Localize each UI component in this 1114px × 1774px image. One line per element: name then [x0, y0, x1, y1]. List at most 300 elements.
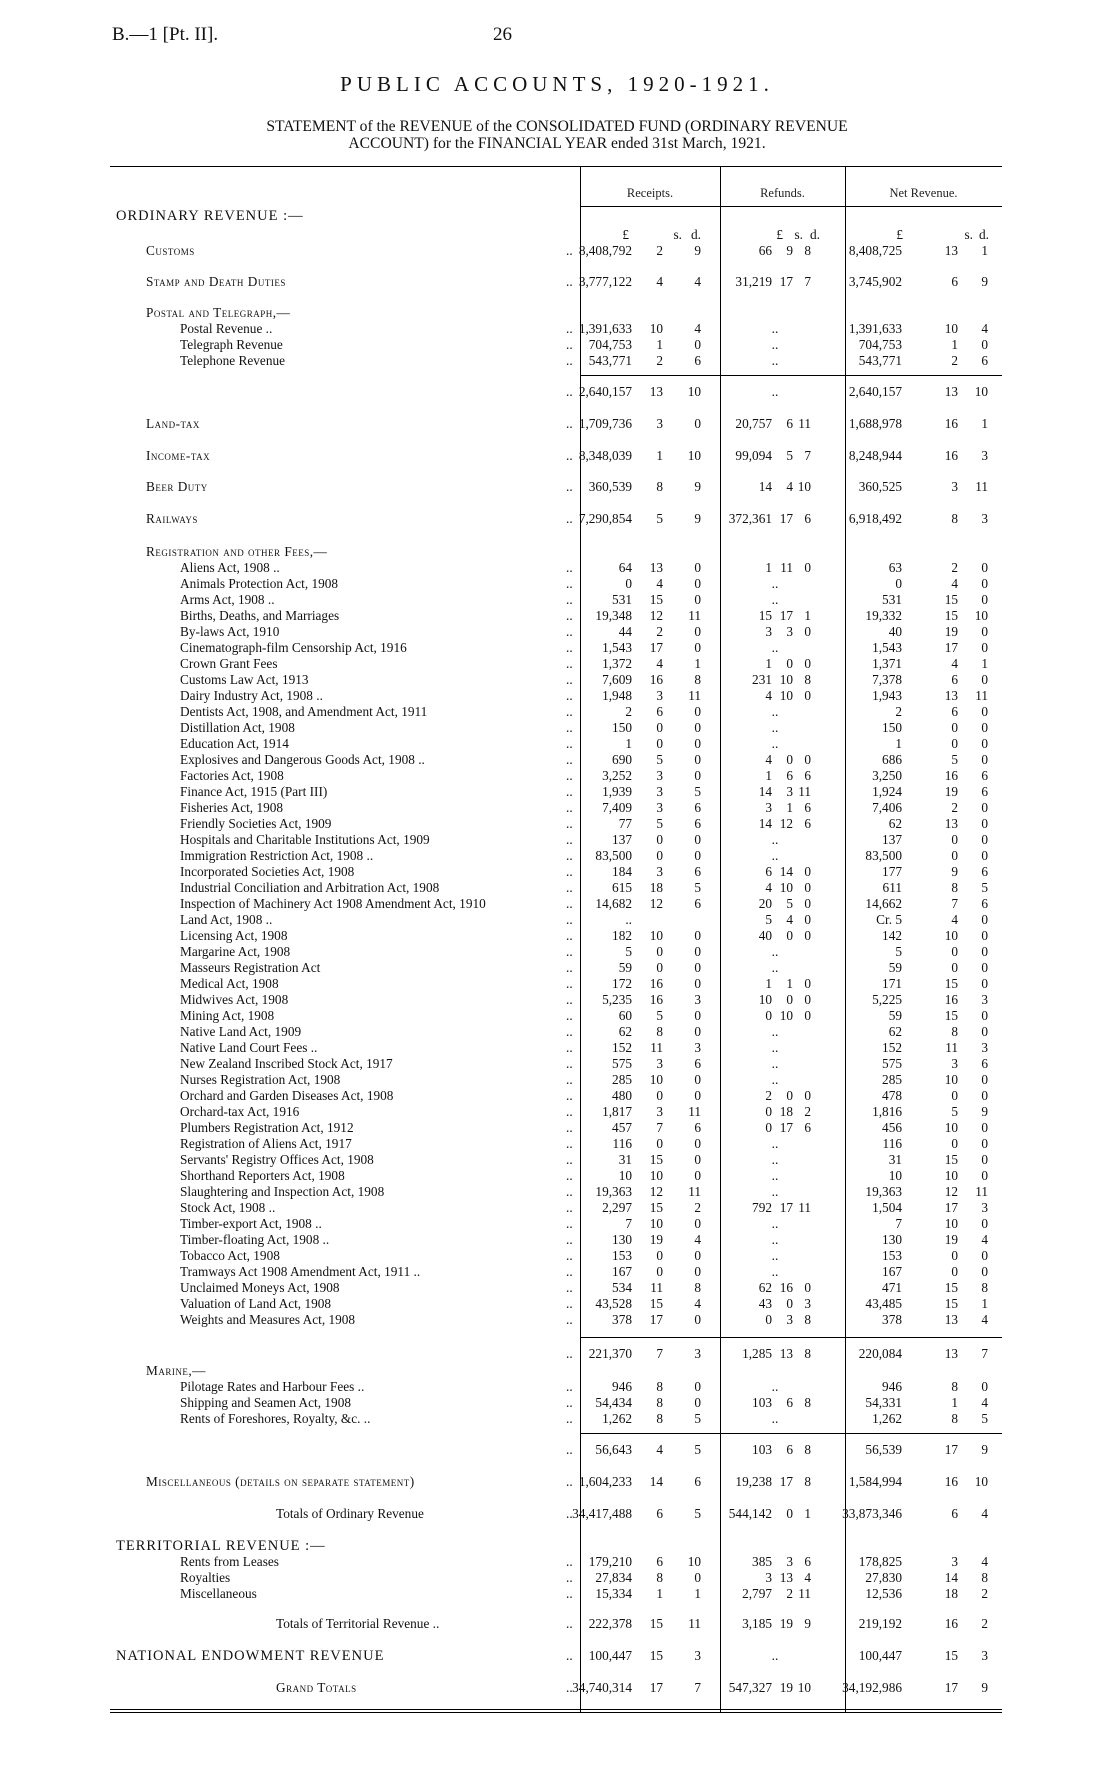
net-revenue-pence: 3	[981, 511, 988, 526]
row-label: Native Land Act, 1909	[180, 1024, 302, 1039]
net-revenue-pence: 3	[981, 1040, 988, 1055]
receipts-shillings: 1	[656, 337, 663, 352]
refunds-pence: 8	[804, 1474, 811, 1489]
net-revenue-pounds: 219,192	[858, 1616, 902, 1631]
table-row	[0, 913, 1114, 927]
net-revenue-pounds: 7,406	[872, 800, 902, 815]
receipts-pence: 2	[694, 1200, 701, 1215]
refunds-pence: 7	[804, 448, 811, 463]
receipts-shillings: 8	[656, 1024, 663, 1039]
units-row	[0, 228, 1114, 242]
net-revenue-shillings: 11	[945, 1040, 958, 1055]
net-pound-unit: £	[896, 227, 903, 242]
row-label: Hospitals and Charitable Institutions Act, 1909	[180, 832, 430, 847]
table-row	[0, 1201, 1114, 1215]
receipts-pence: 0	[694, 832, 701, 847]
row-label: Incorporated Societies Act, 1908	[180, 864, 355, 879]
receipts-shillings: 16	[649, 992, 663, 1007]
receipts-shillings: 6	[656, 1506, 663, 1521]
refunds-shillings: 17	[779, 274, 793, 289]
leader-dots: ..	[566, 1379, 573, 1394]
receipts-pounds: 31	[618, 1152, 632, 1167]
leader-dots: ..	[566, 1570, 573, 1585]
net-revenue-pounds: 19,332	[865, 608, 902, 623]
receipts-pounds: 1,372	[602, 656, 632, 671]
table-row	[0, 512, 1114, 526]
row-label: Slaughtering and Inspection Act, 1908	[180, 1184, 385, 1199]
receipts-shillings: 3	[656, 800, 663, 815]
receipts-pence: 4	[694, 274, 701, 289]
receipts-pence: 6	[694, 1474, 701, 1489]
receipts-pence: 1	[694, 656, 701, 671]
refunds-pence: 0	[804, 912, 811, 927]
row-label: Explosives and Dangerous Goods Act, 1908 ..	[180, 752, 425, 767]
net-revenue-pounds: 1,371	[872, 656, 902, 671]
leader-dots: ..	[566, 928, 573, 943]
net-revenue-pounds: 40	[888, 624, 902, 639]
net-revenue-pence: 10	[974, 384, 988, 399]
net-revenue-pounds: 8,408,725	[848, 243, 902, 258]
row-label: Plumbers Registration Act, 1912	[180, 1120, 354, 1135]
refunds-shillings: 9	[786, 243, 793, 258]
leader-dots: ..	[566, 353, 573, 368]
row-label: Royalties	[180, 1570, 231, 1585]
leader-dots: ..	[566, 624, 573, 639]
table-row	[0, 1041, 1114, 1055]
receipts-pounds: 179,210	[588, 1554, 632, 1569]
leader-dots: ..	[566, 1024, 573, 1039]
receipts-shillings: 15	[649, 1200, 663, 1215]
receipts-column-header: Receipts.	[626, 186, 674, 200]
table-row	[0, 1412, 1114, 1426]
net-revenue-pence: 5	[981, 1411, 988, 1426]
net-revenue-shillings: 7	[951, 896, 958, 911]
net-revenue-shillings: 3	[951, 479, 958, 494]
net-revenue-pence: 0	[981, 1168, 988, 1183]
table-bottom-rule	[110, 1709, 1002, 1710]
leader-dots: ..	[566, 1232, 573, 1247]
receipts-pence: 0	[694, 960, 701, 975]
net-revenue-pounds: 6,918,492	[848, 511, 902, 526]
refunds-pounds: 15	[758, 608, 772, 623]
row-label: Servants' Registry Offices Act, 1908	[180, 1152, 374, 1167]
column-header-rule	[580, 206, 1002, 207]
refunds-pounds: 1	[765, 560, 772, 575]
leader-dots: ..	[566, 1264, 573, 1279]
net-revenue-pounds: 10	[888, 1168, 902, 1183]
row-label: Customs	[146, 243, 195, 258]
table-row	[0, 354, 1114, 368]
row-label: Income-tax	[146, 448, 211, 463]
receipts-pounds: 360,539	[588, 479, 632, 494]
leader-dots: ..	[566, 1280, 573, 1295]
receipts-shillings: 1	[656, 448, 663, 463]
net-revenue-shillings: 19	[944, 624, 958, 639]
receipts-pence: 0	[694, 768, 701, 783]
refunds-pence: 6	[804, 511, 811, 526]
table-row	[0, 417, 1114, 431]
net-revenue-shillings: 10	[944, 1216, 958, 1231]
net-revenue-pounds: 1,543	[872, 640, 902, 655]
refunds-pounds: 4	[765, 880, 772, 895]
receipts-pounds: 54,434	[595, 1395, 632, 1410]
table-row	[0, 897, 1114, 911]
refunds-pounds: 43	[758, 1296, 772, 1311]
row-label: Tobacco Act, 1908	[180, 1248, 280, 1263]
table-row	[0, 1265, 1114, 1279]
net-revenue-pounds: 1,924	[872, 784, 902, 799]
refunds-shilling-unit: s.	[794, 227, 803, 242]
refunds-value: ..	[771, 960, 779, 975]
refunds-shillings: 0	[786, 656, 793, 671]
receipts-shillings: 16	[649, 976, 663, 991]
receipts-shillings: 13	[649, 384, 663, 399]
leader-dots: ..	[566, 1648, 573, 1663]
net-revenue-pounds: 3,745,902	[848, 274, 902, 289]
receipts-pounds: 5	[625, 944, 632, 959]
receipts-shillings: 10	[649, 1072, 663, 1087]
net-revenue-shillings: 6	[951, 672, 958, 687]
net-revenue-pounds: 62	[888, 1024, 902, 1039]
row-label: Shorthand Reporters Act, 1908	[180, 1168, 345, 1183]
net-revenue-shillings: 0	[951, 1088, 958, 1103]
row-label: Orchard-tax Act, 1916	[180, 1104, 300, 1119]
refunds-pounds: 4	[765, 688, 772, 703]
receipts-shillings: 8	[656, 479, 663, 494]
table-row	[0, 993, 1114, 1007]
receipts-pence: 0	[694, 752, 701, 767]
receipts-pence: 10	[687, 448, 701, 463]
refunds-pounds: 103	[752, 1395, 772, 1410]
receipts-shillings: 2	[656, 353, 663, 368]
refunds-value: ..	[771, 1379, 779, 1394]
net-revenue-shillings: 16	[944, 1616, 958, 1631]
net-revenue-pence: 11	[975, 1184, 988, 1199]
receipts-shillings: 0	[656, 736, 663, 751]
net-revenue-pounds: 456	[882, 1120, 902, 1135]
receipts-pounds: 615	[612, 880, 632, 895]
refunds-pounds: 231	[752, 672, 772, 687]
receipts-pounds: 7,609	[602, 672, 632, 687]
refunds-pence-unit: d.	[810, 227, 820, 242]
receipts-shillings: 5	[656, 511, 663, 526]
leader-dots: ..	[566, 1474, 573, 1489]
refunds-pounds: 0	[765, 1008, 772, 1023]
section-heading-row	[0, 1539, 1114, 1553]
net-revenue-pounds: 1,688,978	[848, 416, 902, 431]
receipts-pounds: 59	[618, 960, 632, 975]
refunds-value: ..	[771, 1264, 779, 1279]
receipts-pence: 0	[694, 704, 701, 719]
table-row	[0, 833, 1114, 847]
leader-dots: ..	[566, 243, 573, 258]
receipts-shillings: 0	[656, 1088, 663, 1103]
refunds-shillings: 17	[779, 608, 793, 623]
receipts-pence: 0	[694, 560, 701, 575]
table-row	[0, 1475, 1114, 1489]
row-label: Licensing Act, 1908	[180, 928, 288, 943]
refunds-pence: 11	[798, 416, 811, 431]
row-label: Railways	[146, 511, 198, 526]
table-row	[0, 1137, 1114, 1151]
net-revenue-pence: 10	[974, 608, 988, 623]
net-revenue-shillings: 6	[951, 1506, 958, 1521]
net-revenue-shillings: 2	[951, 353, 958, 368]
row-label: Postal Revenue ..	[180, 321, 273, 336]
net-revenue-pence: 9	[981, 274, 988, 289]
receipts-pence: 0	[694, 1168, 701, 1183]
receipts-shillings: 0	[656, 960, 663, 975]
net-revenue-shillings: 19	[944, 784, 958, 799]
refunds-pence: 0	[804, 928, 811, 943]
leader-dots: ..	[566, 752, 573, 767]
subtotal-rule	[720, 375, 845, 376]
refunds-value: ..	[771, 1136, 779, 1151]
receipts-pounds: 531	[612, 592, 632, 607]
net-revenue-pence: 3	[981, 1200, 988, 1215]
refunds-pounds: 20	[758, 896, 772, 911]
net-revenue-pence: 1	[981, 656, 988, 671]
receipts-pence: 4	[694, 321, 701, 336]
receipts-pounds: 34,417,488	[572, 1506, 632, 1521]
net-revenue-shillings: 10	[944, 321, 958, 336]
net-revenue-pence: 0	[981, 912, 988, 927]
leader-dots: ..	[566, 1168, 573, 1183]
refunds-pounds: 385	[752, 1554, 772, 1569]
net-revenue-shillings: 15	[944, 976, 958, 991]
receipts-shillings: 15	[649, 592, 663, 607]
row-label: Fisheries Act, 1908	[180, 800, 284, 815]
net-revenue-shillings: 8	[951, 1411, 958, 1426]
net-revenue-pounds: 478	[882, 1088, 902, 1103]
row-label: Registration and other Fees,—	[146, 544, 328, 559]
refunds-shillings: 14	[779, 864, 793, 879]
net-revenue-pounds: 33,873,346	[842, 1506, 902, 1521]
refunds-value: ..	[771, 704, 779, 719]
leader-dots: ..	[566, 384, 573, 399]
net-revenue-shillings: 13	[944, 243, 958, 258]
net-revenue-pence: 2	[981, 1586, 988, 1601]
row-label: By-laws Act, 1910	[180, 624, 280, 639]
refunds-value: ..	[771, 1168, 779, 1183]
refunds-value: ..	[771, 1152, 779, 1167]
row-label: Unclaimed Moneys Act, 1908	[180, 1280, 340, 1295]
receipts-shillings: 5	[656, 752, 663, 767]
net-revenue-pence: 0	[981, 800, 988, 815]
table-row	[0, 721, 1114, 735]
refunds-pounds: 4	[765, 752, 772, 767]
net-revenue-pounds: 611	[882, 880, 902, 895]
refunds-pence: 0	[804, 1008, 811, 1023]
leader-dots: ..	[566, 1008, 573, 1023]
net-revenue-pence: 0	[981, 1120, 988, 1135]
table-top-rule	[110, 166, 1002, 167]
row-label: Factories Act, 1908	[180, 768, 284, 783]
receipts-pounds: 457	[612, 1120, 632, 1135]
net-revenue-shillings: 0	[951, 960, 958, 975]
receipts-pence: 0	[694, 1395, 701, 1410]
row-label: Weights and Measures Act, 1908	[180, 1312, 356, 1327]
receipts-pounds: 34,740,314	[572, 1680, 632, 1695]
row-label: Dairy Industry Act, 1908 ..	[180, 688, 323, 703]
refunds-pound-unit: £	[776, 227, 783, 242]
table-row	[0, 1057, 1114, 1071]
receipts-shillings: 17	[649, 1312, 663, 1327]
net-revenue-shillings: 15	[944, 1152, 958, 1167]
refunds-shillings: 11	[780, 560, 793, 575]
row-label: Arms Act, 1908 ..	[180, 592, 275, 607]
net-revenue-shillings: 0	[951, 944, 958, 959]
refunds-shillings: 1	[786, 800, 793, 815]
table-row	[0, 1105, 1114, 1119]
row-label: Postal and Telegraph,—	[146, 305, 291, 320]
row-label: Industrial Conciliation and Arbitration Act, 1908	[180, 880, 440, 895]
receipts-pounds: 100,447	[588, 1648, 632, 1663]
net-revenue-pounds: 686	[882, 752, 902, 767]
refunds-value: ..	[771, 1072, 779, 1087]
receipts-pence: 6	[694, 800, 701, 815]
refunds-value: ..	[771, 384, 779, 399]
leader-dots: ..	[566, 1442, 573, 1457]
net-revenue-pence: 0	[981, 1248, 988, 1263]
net-revenue-pence: 0	[981, 848, 988, 863]
refunds-pence: 0	[804, 976, 811, 991]
table-row	[0, 275, 1114, 289]
net-revenue-pounds: 1,584,994	[848, 1474, 902, 1489]
net-revenue-pence: 4	[981, 1232, 988, 1247]
receipts-pounds: 704,753	[588, 337, 632, 352]
receipts-shillings: 10	[649, 1168, 663, 1183]
refunds-value: ..	[771, 576, 779, 591]
net-revenue-pounds: 34,192,986	[842, 1680, 902, 1695]
refunds-pounds: 6	[765, 864, 772, 879]
net-revenue-pence: 0	[981, 672, 988, 687]
receipts-pounds: 19,348	[595, 608, 632, 623]
receipts-pounds: 2	[625, 704, 632, 719]
refunds-shillings: 10	[779, 672, 793, 687]
refunds-pence: 2	[804, 1104, 811, 1119]
table-row	[0, 1185, 1114, 1199]
receipts-pounds: 167	[612, 1264, 632, 1279]
receipts-pence: 3	[694, 1648, 701, 1663]
net-revenue-pounds: 1	[895, 736, 902, 751]
receipts-shillings: 3	[656, 784, 663, 799]
row-label: New Zealand Inscribed Stock Act, 1917	[180, 1056, 393, 1071]
net-revenue-shillings: 10	[944, 928, 958, 943]
net-revenue-pence: 2	[981, 1616, 988, 1631]
leader-dots: ..	[566, 816, 573, 831]
table-row	[0, 1121, 1114, 1135]
row-label: Margarine Act, 1908	[180, 944, 291, 959]
net-revenue-shillings: 16	[944, 416, 958, 431]
table-row	[0, 817, 1114, 831]
refunds-pounds: 547,327	[728, 1680, 772, 1695]
refunds-shillings: 5	[786, 896, 793, 911]
subtitle-line-1: STATEMENT of the REVENUE of the CONSOLIDATED FUND (ORDINARY REVENUE	[266, 118, 848, 135]
net-revenue-pounds: 167	[882, 1264, 902, 1279]
refunds-shillings: 4	[786, 479, 793, 494]
refunds-pence: 0	[804, 624, 811, 639]
receipts-pounds: 77	[618, 816, 632, 831]
receipts-pounds: 172	[612, 976, 632, 991]
refunds-pence: 7	[804, 274, 811, 289]
leader-dots: ..	[566, 960, 573, 975]
leader-dots: ..	[566, 864, 573, 879]
net-revenue-pence: 6	[981, 784, 988, 799]
receipts-pounds: 5,235	[602, 992, 632, 1007]
net-revenue-shillings: 19	[944, 1232, 958, 1247]
receipts-shillings: 4	[656, 274, 663, 289]
receipts-pounds: 3,252	[602, 768, 632, 783]
net-revenue-pence: 0	[981, 928, 988, 943]
net-revenue-pence: 1	[981, 243, 988, 258]
refunds-pence: 11	[798, 1586, 811, 1601]
receipts-pence: 0	[694, 928, 701, 943]
receipts-pence: 0	[694, 736, 701, 751]
refunds-value: ..	[771, 832, 779, 847]
net-revenue-shillings: 8	[951, 511, 958, 526]
receipts-pence: 0	[694, 848, 701, 863]
receipts-shillings: 11	[650, 1280, 663, 1295]
receipts-pence: 6	[694, 864, 701, 879]
net-revenue-pence: 1	[981, 1296, 988, 1311]
refunds-shillings: 17	[779, 511, 793, 526]
refunds-value: ..	[771, 640, 779, 655]
refunds-pounds: 544,142	[728, 1506, 772, 1521]
receipts-shillings: 16	[649, 672, 663, 687]
receipts-pence: 5	[694, 880, 701, 895]
net-revenue-pounds: 59	[888, 960, 902, 975]
net-revenue-shillings: 9	[951, 864, 958, 879]
refunds-pence: 8	[804, 1312, 811, 1327]
net-revenue-shillings: 4	[951, 912, 958, 927]
subtotal-rule	[720, 1433, 845, 1434]
net-revenue-pounds: 116	[882, 1136, 902, 1151]
net-revenue-shillings: 2	[951, 800, 958, 815]
table-row	[0, 449, 1114, 463]
net-revenue-shillings: 13	[944, 688, 958, 703]
receipts-pence: 0	[694, 624, 701, 639]
net-revenue-pence: 3	[981, 448, 988, 463]
refunds-pence: 1	[804, 1506, 811, 1521]
leader-dots: ..	[566, 1411, 573, 1426]
row-label: Telegraph Revenue	[180, 337, 283, 352]
receipts-shillings: 14	[649, 1474, 663, 1489]
refunds-value: ..	[771, 848, 779, 863]
net-revenue-shillings: 13	[944, 384, 958, 399]
table-row	[0, 1681, 1114, 1695]
refunds-pence: 0	[804, 880, 811, 895]
row-label: Miscellaneous	[180, 1586, 257, 1601]
leader-dots: ..	[566, 640, 573, 655]
net-revenue-pence: 11	[975, 688, 988, 703]
refunds-pounds: 3,185	[742, 1616, 772, 1631]
refunds-pounds: 0	[765, 1104, 772, 1119]
receipts-shillings: 5	[656, 816, 663, 831]
refunds-pounds: 40	[758, 928, 772, 943]
leader-dots: ..	[566, 1616, 573, 1631]
table-row	[0, 929, 1114, 943]
receipts-pence: 0	[694, 416, 701, 431]
receipts-shillings: 10	[649, 321, 663, 336]
document-reference: B.—1 [Pt. II].	[112, 24, 219, 45]
refunds-shillings: 0	[786, 752, 793, 767]
receipts-pounds: 222,378	[588, 1616, 632, 1631]
net-revenue-shillings: 8	[951, 1024, 958, 1039]
receipts-shillings: 3	[656, 416, 663, 431]
receipts-pounds: 116	[612, 1136, 632, 1151]
row-label: Customs Law Act, 1913	[180, 672, 309, 687]
